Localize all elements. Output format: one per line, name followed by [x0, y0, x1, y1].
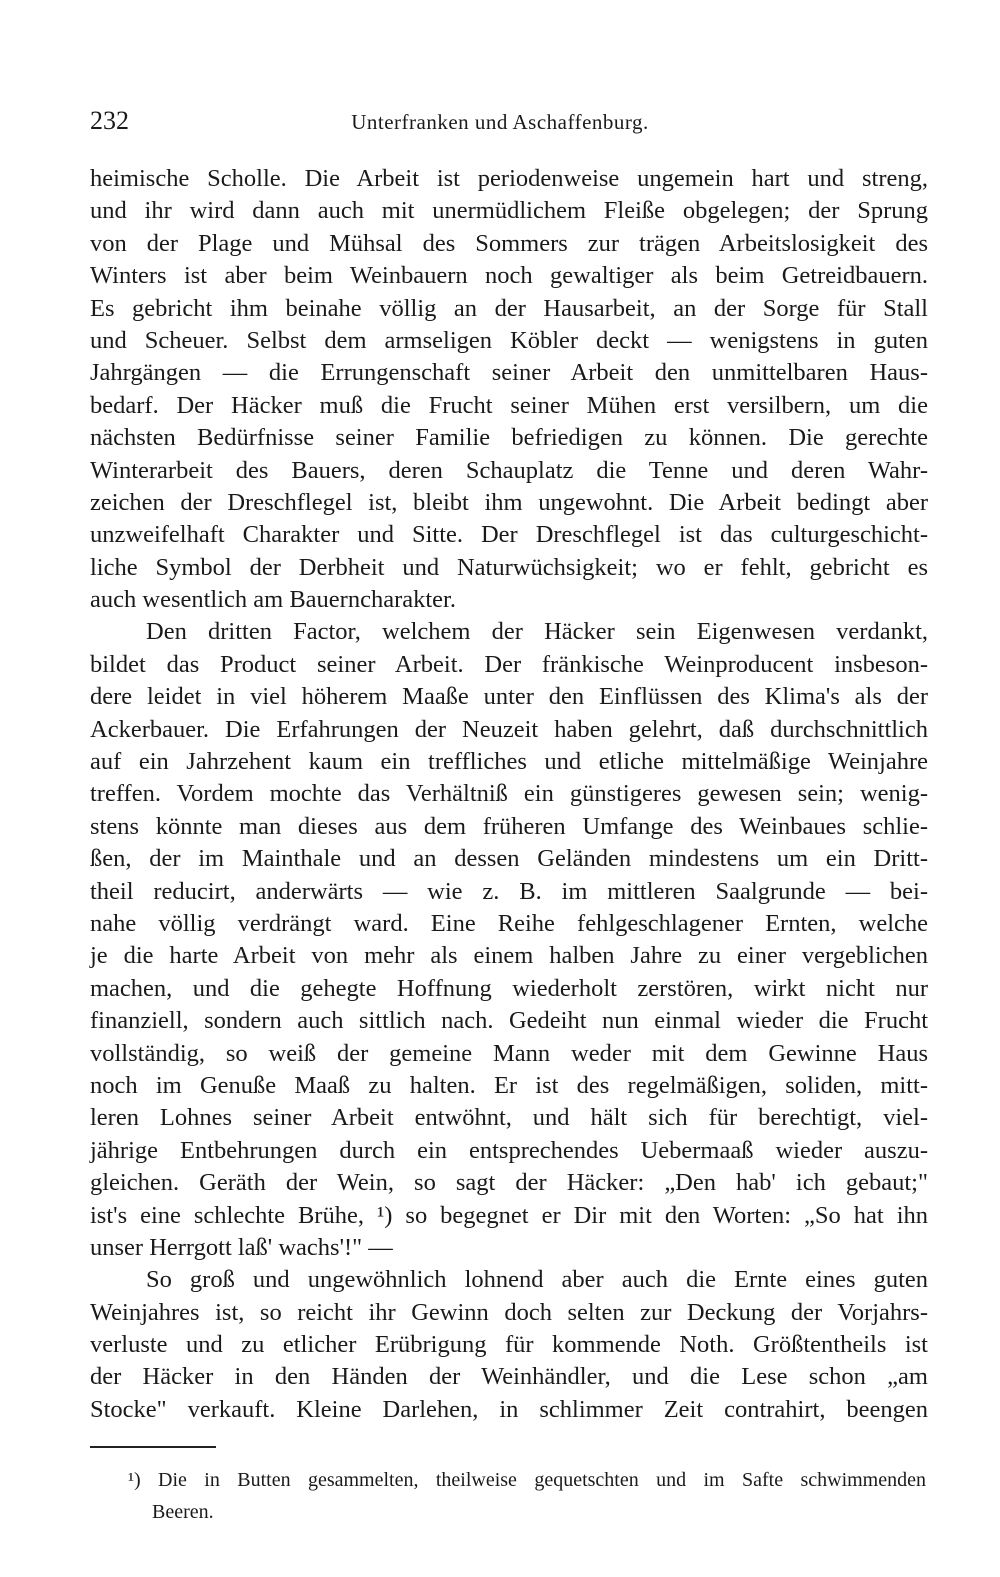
text-line: der Häcker in den Händen der Weinhändler, und die Lese schon „am: [90, 1363, 928, 1391]
text-line: Winters ist aber beim Weinbauern noch gewaltiger als beim Getreidbauern.: [90, 262, 928, 290]
text-line: machen, und die gehegte Hoffnung wiederholt zerstören, wirkt nicht nur: [90, 974, 928, 1002]
text-line: auf ein Jahrzehent kaum ein treffliches und etliche mittelmäßige Weinjahre: [90, 748, 928, 776]
footnote-rule: [90, 1446, 216, 1448]
text-line: Stocke" verkauft. Kleine Darlehen, in schlimmer Zeit contrahirt, beengen: [90, 1395, 928, 1423]
text-line: noch im Genuße Maaß zu halten. Er ist des regelmäßigen, soliden, mitt-: [90, 1071, 928, 1099]
text-line: Winterarbeit des Bauers, deren Schauplatz die Tenne und deren Wahr-: [90, 456, 928, 484]
body-text: [90, 163, 928, 1426]
text-line: jährige Entbehrungen durch ein entsprechendes Uebermaaß wieder auszu-: [90, 1136, 928, 1164]
text-line: bedarf. Der Häcker muß die Frucht seiner Mühen erst versilbern, um die: [90, 391, 928, 419]
text-line: nahe völlig verdrängt ward. Eine Reihe fehlgeschlagener Ernten, welche: [90, 909, 928, 937]
text-line: leren Lohnes seiner Arbeit entwöhnt, und hält sich für berechtigt, viel-: [90, 1104, 928, 1132]
text-line: nächsten Bedürfnisse seiner Familie befriedigen zu können. Die gerechte: [90, 424, 928, 452]
text-line: und ihr wird dann auch mit unermüdlichem Fleiße obgelegen; der Sprung: [90, 197, 928, 225]
text-line: Jahrgängen — die Errungenschaft seiner Arbeit den unmittelbaren Haus-: [90, 359, 928, 387]
text-line: zeichen der Dreschflegel ist, bleibt ihm ungewohnt. Die Arbeit bedingt aber: [90, 488, 928, 516]
text-line: stens könnte man dieses aus dem früheren Umfange des Weinbaues schlie-: [90, 812, 928, 840]
text-line: Den dritten Factor, welchem der Häcker sein Eigenwesen verdankt,: [146, 618, 928, 646]
text-line: verluste und zu etlicher Erübrigung für kommende Noth. Größtentheils ist: [90, 1331, 928, 1359]
text-line: ßen, der im Mainthale und an dessen Geländen mindestens um ein Dritt-: [90, 845, 928, 873]
text-line: ist's eine schlechte Brühe, ¹) so begegnet er Dir mit den Worten: „So hat ihn: [90, 1201, 928, 1229]
text-line: Es gebricht ihm beinahe völlig an der Hausarbeit, an der Sorge für Stall: [90, 294, 928, 322]
text-line: Weinjahres ist, so reicht ihr Gewinn doch selten zur Deckung der Vorjahrs-: [90, 1298, 928, 1326]
footnote-line: Beeren.: [152, 1501, 214, 1523]
page-number: 232: [90, 106, 129, 135]
text-line: heimische Scholle. Die Arbeit ist periodenweise ungemein hart und streng,: [90, 165, 928, 192]
text-line: auch wesentlich am Bauerncharakter.: [90, 586, 456, 614]
text-line: vollständig, so weiß der gemeine Mann weder mit dem Gewinne Haus: [90, 1039, 928, 1067]
text-line: theil reducirt, anderwärts — wie z. B. im mittleren Saalgrunde — bei-: [90, 877, 928, 905]
text-line: bildet das Product seiner Arbeit. Der fränkische Weinproducent insbeson-: [90, 650, 928, 678]
text-line: So groß und ungewöhnlich lohnend aber auch die Ernte eines guten: [146, 1266, 928, 1294]
text-line: treffen. Vordem mochte das Verhältniß ein günstigeres gewesen sein; wenig-: [90, 780, 928, 808]
text-line: dere leidet in viel höherem Maaße unter den Einflüssen des Klima's als der: [90, 683, 928, 711]
text-line: je die harte Arbeit von mehr als einem halben Jahre zu einer vergeblichen: [90, 942, 928, 970]
footnotes: [128, 1464, 926, 1528]
text-line: gleichen. Geräth der Wein, so sagt der Häcker: „Den hab' ich gebaut;": [90, 1169, 928, 1197]
text-line: unzweifelhaft Charakter und Sitte. Der Dreschflegel ist das culturgeschicht-: [90, 521, 928, 549]
text-line: finanziell, sondern auch sittlich nach. Gedeiht nun einmal wieder die Frucht: [90, 1007, 928, 1035]
running-title: Unterfranken und Aschaffenburg.: [351, 110, 649, 134]
text-line: und Scheuer. Selbst dem armseligen Köbler deckt — wenigstens in guten: [90, 326, 928, 354]
text-line: liche Symbol der Derbheit und Naturwüchsigkeit; wo er fehlt, gebricht es: [90, 553, 928, 581]
text-line: unser Herrgott laß' wachs'!" —: [90, 1233, 393, 1261]
footnote-line: ¹) Die in Butten gesammelten, theilweise gequetschten und im Safte schwimmenden: [128, 1469, 926, 1491]
text-line: von der Plage und Mühsal des Sommers zur trägen Arbeitslosigkeit des: [90, 229, 928, 257]
text-line: Ackerbauer. Die Erfahrungen der Neuzeit haben gelehrt, daß durchschnittlich: [90, 715, 928, 743]
